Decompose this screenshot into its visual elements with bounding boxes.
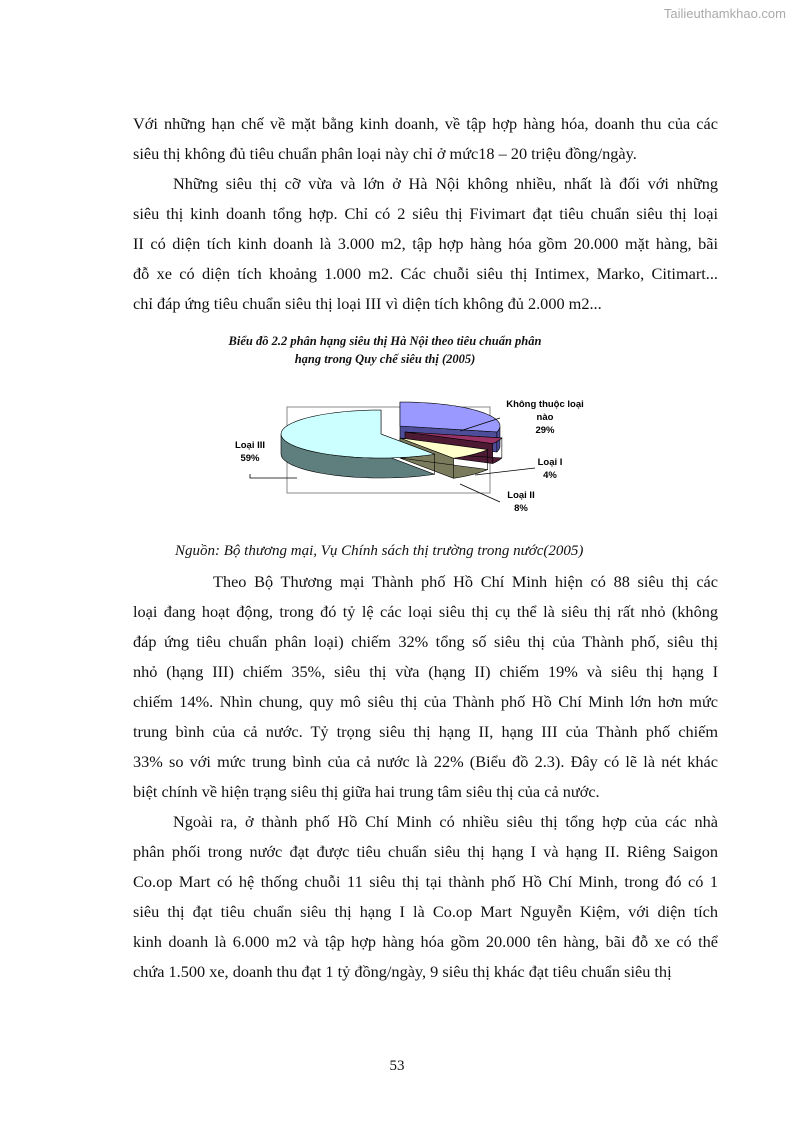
text-line: chiếm 14%. Nhìn chung, quy mô siêu thị của Thành phố Hồ Chí Minh lớn hơn mức [133,692,718,711]
label-value: 59% [240,453,260,464]
text-line: biệt chính về hiện trạng siêu thị giữa hai trung tâm siêu thị của cả nước. [133,782,600,801]
text-line: siêu thị không đủ tiêu chuẩn phân loại này chỉ ở mức18 – 20 triệu đồng/ngày. [133,144,637,163]
text-line: siêu thị kinh doanh tổng hợp. Chỉ có 2 siêu thị Fivimart đạt tiêu chuẩn siêu thị loại [133,204,718,223]
text-line: Co.op Mart có hệ thống chuỗi 11 siêu thị tại thành phố Hồ Chí Minh, trong đó có 1 [133,872,718,891]
label-text: Loại II [507,490,535,501]
leader-loai-iii [250,474,297,478]
page-number: 53 [389,1058,405,1074]
text-line: trung bình của cả nước. Tỷ trọng siêu thị hạng II, hạng III của Thành phố chiếm [133,722,718,741]
text-line: chứa 1.500 xe, doanh thu đạt 1 tỷ đồng/ngày, 9 siêu thị khác đạt tiêu chuẩn siêu thị [133,962,672,981]
chart-title-line-1: Biểu đồ 2.2 phân hạng siêu thị Hà Nội theo tiêu chuẩn phân [228,334,542,348]
label-loai-i [530,456,570,482]
text-line: II có diện tích kinh doanh là 3.000 m2, tập hợp hàng hóa gồm 20.000 mặt hàng, bãi [133,234,718,253]
text-line: 33% so với mức trung bình của cả nước là 22% (Biểu đồ 2.3). Đây có lẽ là nét khác [133,752,718,771]
text-line: Những siêu thị cỡ vừa và lớn ở Hà Nội không nhiều, nhất là đối với những [173,174,718,193]
text-line: siêu thị đạt tiêu chuẩn siêu thị hạng I là Co.op Mart Nguyễn Kiệm, với diện tích [133,902,718,921]
text-line: Ngoài ra, ở thành phố Hồ Chí Minh có nhiều siêu thị tổng hợp của các nhà [173,812,718,831]
text-line: loại đang hoạt động, trong đó tỷ lệ các loại siêu thị cụ thể là siêu thị rất nhỏ (không [133,602,718,621]
watermark: Tailieuthamkhao.com [663,6,786,21]
text-line: Với những hạn chế về mặt bằng kinh doanh, về tập hợp hàng hóa, doanh thu của các [133,114,718,133]
label-loai-ii [500,489,542,515]
label-value: 29% [535,425,555,436]
label-loai-iii [228,439,272,465]
label-text: nào [536,412,554,423]
label-value: 4% [543,470,557,481]
label-text: Loại I [537,457,563,468]
label-text: Loại III [234,440,266,451]
text-line: kinh doanh là 6.000 m2 và tập hợp hàng hóa gồm 20.000 tên hàng, bãi đỗ xe có thể [133,932,718,951]
text-line: đáp ứng tiêu chuẩn phân loại) chiếm 32% tổng số siêu thị của Thành phố, siêu thị [133,632,718,651]
chart-title-line-2: hạng trong Quy chế siêu thị (2005) [294,352,476,366]
text-line: chỉ đáp ứng tiêu chuẩn siêu thị loại III vì diện tích không đủ 2.000 m2... [133,294,602,313]
text-line: nhỏ (hạng III) chiếm 35%, siêu thị vừa (hạng II) chiếm 19% và siêu thị hạng I [133,662,718,681]
label-text: Không thuộc loại [506,399,584,410]
label-value: 8% [514,503,528,514]
text-line: phân phối trong nước đạt được tiêu chuẩn siêu thị hạng I và hạng II. Riêng Saigon [133,842,718,861]
label-khong-thuoc [500,398,590,437]
text-line: Theo Bộ Thương mại Thành phố Hồ Chí Minh hiện có 88 siêu thị các [213,572,718,591]
text-line: đỗ xe có diện tích khoảng 1.000 m2. Các chuỗi siêu thị Intimex, Marko, Citimart... [133,264,718,283]
chart-source: Nguồn: Bộ thương mại, Vụ Chính sách thị trường trong nước(2005) [175,543,584,559]
